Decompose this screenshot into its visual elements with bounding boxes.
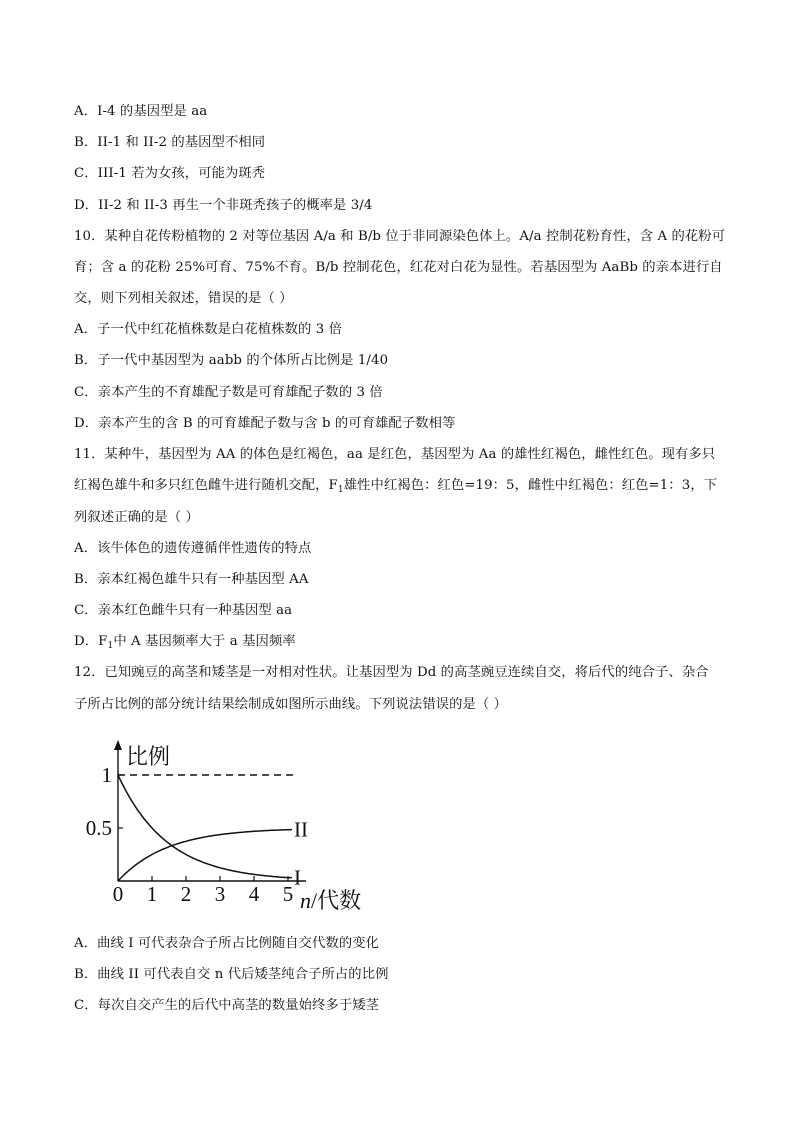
series-line-1 bbox=[118, 830, 288, 881]
q11-option-a: A．该牛体色的遗传遵循伴性遗传的特点 bbox=[74, 541, 312, 556]
q11-option-b: B．亲本红褐色雄牛只有一种基因型 AA bbox=[74, 572, 309, 587]
q10-stem-line3: 交，则下列相关叙述，错误的是（ ） bbox=[74, 291, 293, 306]
q9-option-a: A．I-4 的基因型是 aa bbox=[74, 104, 208, 119]
q10-option-b: B．子一代中基因型为 aabb 的个体所占比例是 1/40 bbox=[74, 353, 389, 368]
x-tick-label-2: 2 bbox=[180, 882, 192, 906]
y-tick-label-0: 1 bbox=[101, 763, 112, 787]
q11-option-d-post: 中 A 基因频率大于 a 基因频率 bbox=[113, 634, 296, 649]
x-tick-label-4: 4 bbox=[248, 882, 260, 906]
q9-option-c: C．III-1 若为女孩，可能为斑秃 bbox=[74, 166, 266, 181]
x-tick-label-0: 0 bbox=[112, 882, 124, 906]
q11-f1-subscript: 1 bbox=[337, 485, 344, 495]
y-axis-label: 比例 bbox=[126, 744, 171, 769]
q11-stem-line1: 11．某种牛，基因型为 AA 的体色是红褐色，aa 是红色，基因型为 Aa 的雄性红褐色，雌性红色。现有多只 bbox=[74, 447, 716, 462]
x-tick-label-3: 3 bbox=[214, 882, 226, 906]
q12-stem-line2: 子所占比例的部分统计结果绘制成如图所示曲线。下列说法错误的是（ ） bbox=[74, 697, 508, 712]
q10-stem-line2: 育；含 a 的花粉 25%可育、75%不育。B/b 控制花色，红花对白花为显性。若基因型为 AaBb 的亲本进行自 bbox=[74, 260, 723, 275]
q12-option-a: A．曲线 I 可代表杂合子所占比例随自交代数的变化 bbox=[74, 936, 380, 951]
series-label-1: II bbox=[294, 817, 308, 842]
y-axis-arrow bbox=[114, 740, 122, 750]
q11-stem-line2 bbox=[74, 476, 717, 500]
q11-option-d-pre: D．F bbox=[74, 634, 108, 649]
q11-option-d-subscript: 1 bbox=[107, 641, 114, 651]
q11-stem-line2-post: 雄性中红褐色：红色=19：5，雌性中红褐色：红色=1：3，下 bbox=[343, 478, 718, 493]
x-axis-label: n/代数 bbox=[300, 888, 362, 913]
q10-stem-line1: 10．某种自花传粉植物的 2 对等位基因 A/a 和 B/b 位于非同源染色体上。A/a 控制花粉育性，含 A 的花粉可 bbox=[74, 229, 726, 244]
y-tick-label-1: 0.5 bbox=[85, 816, 112, 840]
chart-marks bbox=[86, 763, 308, 906]
q10-option-a: A．子一代中红花植株数是白花植株数的 3 倍 bbox=[74, 322, 343, 337]
q11-stem-line3: 列叙述正确的是（ ） bbox=[74, 510, 199, 525]
x-tick-label-5: 5 bbox=[282, 882, 294, 906]
q12-option-b: B．曲线 II 可代表自交 n 代后矮茎纯合子所占的比例 bbox=[74, 967, 389, 982]
q10-option-d: D．亲本产生的含 B 的可育雄配子数与含 b 的可育雄配子数相等 bbox=[74, 416, 456, 431]
q12-line-chart bbox=[74, 736, 374, 916]
q12-option-c: C．每次自交产生的后代中高茎的数量始终多于矮茎 bbox=[74, 998, 380, 1013]
q10-option-c: C．亲本产生的不育雄配子数是可育雄配子数的 3 倍 bbox=[74, 385, 383, 400]
series-label-0: I bbox=[294, 865, 301, 890]
q11-option-d bbox=[74, 632, 296, 656]
q9-option-b: B．II-1 和 II-2 的基因型不相同 bbox=[74, 135, 266, 150]
series-line-0 bbox=[118, 775, 288, 878]
q11-option-c: C．亲本红色雌牛只有一种基因型 aa bbox=[74, 603, 293, 618]
q11-stem-line2-pre: 红褐色雄牛和多只红色雌牛进行随机交配，F bbox=[74, 478, 338, 493]
q9-option-d: D．II-2 和 II-3 再生一个非斑秃孩子的概率是 3/4 bbox=[74, 198, 373, 213]
q12-stem-line1: 12．已知豌豆的高茎和矮茎是一对相对性状。让基因型为 Dd 的高茎豌豆连续自交，将后代的纯合子、杂合 bbox=[74, 665, 709, 680]
x-tick-label-1: 1 bbox=[146, 882, 158, 906]
